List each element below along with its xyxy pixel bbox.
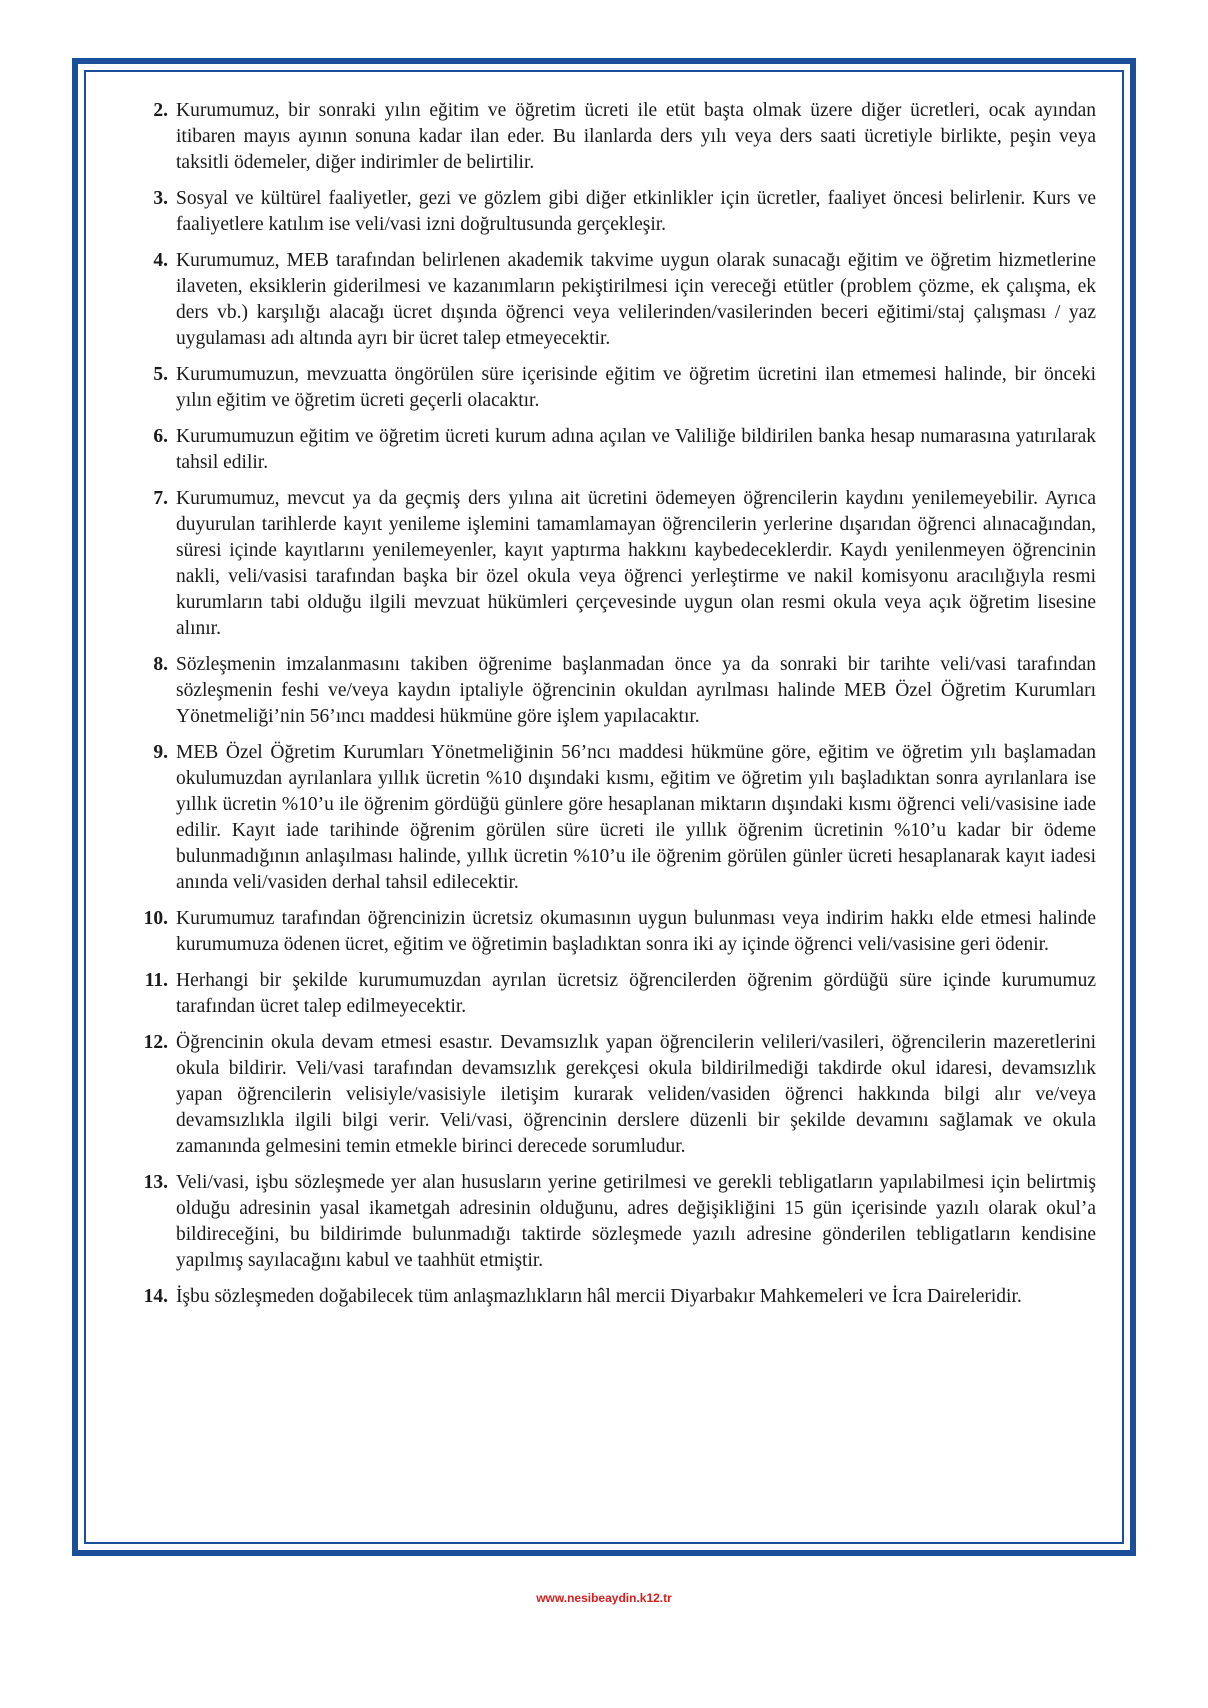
footer-website-link[interactable]: www.nesibeaydin.k12.tr (536, 1591, 672, 1605)
clause-item-10 (130, 906, 1096, 958)
clause-text: Öğrencinin okula devam etmesi esastır. Devamsızlık yapan öğrencilerin velileri/vasileri, öğrencilerin mazeretlerini okula bildirir. Veli/vasi tarafından devamsızlık gerekçesi okula bildirilmediği takdirde okul idaresi, devamsızlık yapan öğrencilerin velisiyle/vasisiyle iletişim kurarak veliden/vasiden öğrenci hakkında bilgi alır ve/veya devamsızlıkla ilgili bilgi verir. Veli/vasi, öğrencinin derslere düzenli bir şekilde devamını sağlamak ve okula zamanında gelmesini temin etmekle birinci derecede sorumludur. (176, 1032, 1096, 1157)
clause-text: Kurumumuzun eğitim ve öğretim ücreti kurum adına açılan ve Valiliğe bildirilen banka hesap numarasına yatırılarak tahsil edilir. (176, 426, 1096, 473)
clause-text: Kurumumuz, MEB tarafından belirlenen akademik takvime uygun olarak sunacağı eğitim ve öğretim hizmetlerine ilaveten, eksiklerin giderilmesi ve kazanımların pekiştirilmesi için vereceği etütler (problem çözme, ek çalışma, ek ders vb.) karşılığı alacağı ücret dışında öğrenci veya velilerinden/vasilerinden beceri eğitimi/staj çalışması / yaz uygulaması adı altında ayrı bir ücret talep etmeyecektir. (176, 250, 1096, 349)
clause-item-11 (130, 968, 1096, 1020)
clause-number: 4. (153, 250, 168, 271)
clause-text: Veli/vasi, işbu sözleşmede yer alan hususların yerine getirilmesi ve gerekli tebligatların yapılabilmesi için belirtmiş olduğu adresinin yasal ikametgah adresinin olduğunu, adres değişikliğini 15 gün içerisinde yazılı olarak okul’a bildireceğini, bu bildirimde bulunmadığı taktirde sözleşmede yazılı adresine gönderilen tebligatların kendisine yapılmış sayılacağını kabul ve taahhüt etmiştir. (176, 1172, 1096, 1271)
clause-text: Sosyal ve kültürel faaliyetler, gezi ve gözlem gibi diğer etkinlikler için ücretler, faaliyet öncesi belirlenir. Kurs ve faaliyetlere katılım ise veli/vasi izni doğrultusunda gerçekleşir. (176, 188, 1096, 235)
clause-item-12 (130, 1030, 1096, 1160)
clause-number: 12. (143, 1032, 168, 1053)
clause-item-9 (130, 740, 1096, 896)
clause-number: 5. (153, 364, 168, 385)
clause-number: 13. (143, 1172, 168, 1193)
clause-item-5 (130, 362, 1096, 414)
clause-number: 9. (153, 742, 168, 763)
clause-text: Kurumumuz, bir sonraki yılın eğitim ve öğretim ücreti ile etüt başta olmak üzere diğer ücretleri, ocak ayından itibaren mayıs ayının sonuna kadar ilan eder. Bu ilanlarda ders yılı veya ders saati ücretiyle birlikte, peşin veya taksitli ödemeler, diğer indirimler de belirtilir. (176, 100, 1096, 173)
clause-item-14 (130, 1284, 1096, 1310)
page-inner-border (84, 70, 1124, 1544)
clause-item-13 (130, 1170, 1096, 1274)
clause-number: 11. (144, 970, 168, 991)
clause-number: 3. (153, 188, 168, 209)
clause-text: MEB Özel Öğretim Kurumları Yönetmeliğinin 56’ncı maddesi hükmüne göre, eğitim ve öğretim yılı başlamadan okulumuzdan ayrılanlara yıllık ücretin %10 dışındaki kısmı, eğitim ve öğretim yılı başladıktan sonra ayrılanlara ise yıllık ücretin %10’u ile öğrenim gördüğü günlere göre hesaplanan miktarın dışındaki kısmı öğrenci veli/vasisine iade edilir. Kayıt iade tarihinde öğrenim görülen süre ücreti ile yıllık öğrenim ücretinin %10’u kadar bir ödeme bulunmadığının anlaşılması halinde, yıllık ücretin %10’u ile öğrenim görülen günler ücreti hesaplanarak kayıt iadesi anında veli/vasiden derhal tahsil edilecektir. (176, 742, 1096, 893)
clause-text: Kurumumuzun, mevzuatta öngörülen süre içerisinde eğitim ve öğretim ücretini ilan etmemesi halinde, bir önceki yılın eğitim ve öğretim ücreti geçerli olacaktır. (176, 364, 1096, 411)
clause-text: İşbu sözleşmeden doğabilecek tüm anlaşmazlıkların hâl mercii Diyarbakır Mahkemeleri ve İcra Daireleridir. (176, 1286, 1022, 1307)
clause-item-4 (130, 248, 1096, 352)
clause-number: 2. (153, 100, 168, 121)
page-border-frame (72, 58, 1136, 1556)
clause-text: Kurumumuz, mevcut ya da geçmiş ders yılına ait ücretini ödemeyen öğrencilerin kaydını yenilemeyebilir. Ayrıca duyurulan tarihlerde kayıt yenileme işlemini tamamlamayan öğrencilerin yerlerine dışarıdan öğrenci alınacağından, süresi içinde kayıtlarını yenilemeyenler, kayıt yaptırma hakkını kaybedeceklerdir. Kaydı yenilenmeyen öğrencinin nakli, veli/vasisi tarafından başka bir özel okula veya öğrenci yerleştirme ve nakil komisyonu aracılığıyla resmi kurumların tabi olduğu ilgili mevzuat hükümleri çerçevesinde uygun olan resmi okula veya açık öğretim lisesine alınır. (176, 488, 1096, 639)
clause-item-7 (130, 486, 1096, 642)
contract-clauses-list (130, 98, 1096, 1320)
clause-item-3 (130, 186, 1096, 238)
clause-text: Sözleşmenin imzalanmasını takiben öğrenime başlanmadan önce ya da sonraki bir tarihte veli/vasi tarafından sözleşmenin feshi ve/veya kaydın iptaliyle öğrencinin okuldan ayrılması halinde MEB Özel Öğretim Kurumları Yönetmeliği’nin 56’ıncı maddesi hükmüne göre işlem yapılacaktır. (176, 654, 1096, 727)
clause-item-6 (130, 424, 1096, 476)
clause-item-8 (130, 652, 1096, 730)
clause-number: 10. (143, 908, 168, 929)
clause-number: 8. (153, 654, 168, 675)
clause-number: 14. (143, 1286, 168, 1307)
clause-number: 7. (153, 488, 168, 509)
clause-item-2 (130, 98, 1096, 176)
clause-text: Herhangi bir şekilde kurumumuzdan ayrılan ücretsiz öğrencilerden öğrenim gördüğü süre içinde kurumumuz tarafından ücret talep edilmeyecektir. (176, 970, 1096, 1017)
clause-number: 6. (153, 426, 168, 447)
clause-text: Kurumumuz tarafından öğrencinizin ücretsiz okumasının uygun bulunması veya indirim hakkı elde etmesi halinde kurumumuza ödenen ücret, eğitim ve öğretimin başladıktan sonra iki ay içinde öğrenci veli/vasisine geri ödenir. (176, 908, 1096, 955)
